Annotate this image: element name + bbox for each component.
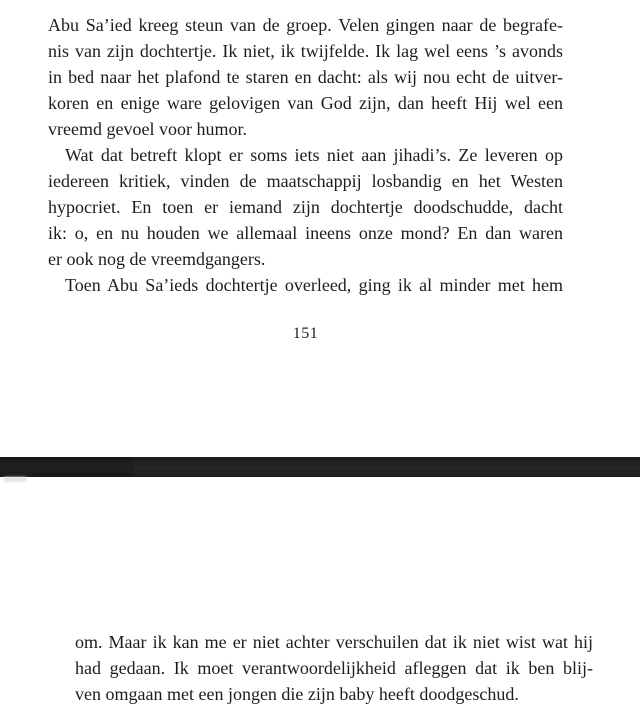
text-line: in bed naar het plafond te staren en dacht: als wij nou echt de uitver- bbox=[48, 67, 563, 87]
text-line: er ook nog de vreemdgangers. bbox=[48, 249, 266, 269]
text-line: ik: o, en nu houden we allemaal ineens onze mond? En dan waren bbox=[48, 223, 563, 243]
page-divider-left-segment bbox=[0, 457, 133, 477]
text-line: Toen Abu Sa’ieds dochtertje overleed, ging ik al minder met hem bbox=[65, 275, 563, 295]
text-line: nis van zijn dochtertje. Ik niet, ik twijfelde. Ik lag wel eens ’s avonds bbox=[48, 41, 563, 61]
text-line: om. Maar ik kan me er niet achter verschuilen dat ik niet wist wat hij bbox=[75, 632, 593, 652]
text-line: hypocriet. En toen er iemand zijn dochtertje doodschudde, dacht bbox=[48, 197, 563, 217]
text-line: iedereen kritiek, vinden de maatschappij losbandig en het Westen bbox=[48, 171, 563, 191]
book-page-top-text bbox=[48, 12, 563, 298]
divider-smudge-artifact bbox=[3, 477, 27, 482]
text-line: koren en enige ware gelovigen van God zijn, dan heeft Hij wel een bbox=[48, 93, 563, 113]
text-line: ven omgaan met een jongen die zijn baby heeft doodgeschud. bbox=[75, 684, 519, 704]
page-number: 151 bbox=[292, 325, 319, 342]
page-divider-bar bbox=[0, 457, 640, 477]
text-line: had gedaan. Ik moet verantwoordelijkheid afleggen dat ik ben blij- bbox=[75, 658, 593, 678]
book-page-bottom-text bbox=[75, 629, 593, 707]
text-line: Wat dat betreft klopt er soms iets niet aan jihadi’s. Ze leveren op bbox=[65, 145, 563, 165]
text-line: vreemd gevoel voor humor. bbox=[48, 119, 247, 139]
text-line: Abu Sa’ied kreeg steun van de groep. Velen gingen naar de begrafe- bbox=[48, 15, 563, 35]
